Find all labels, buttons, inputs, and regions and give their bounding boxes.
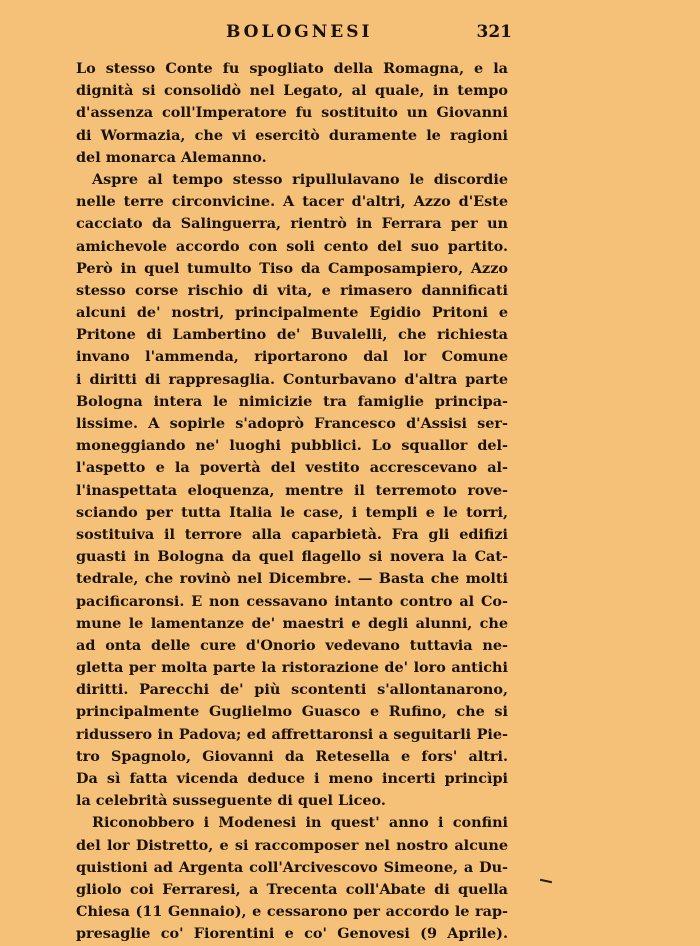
- text-line: gliolo coi Ferraresi, a Trecenta coll'Abate di quella: [76, 880, 508, 898]
- text-line: gletta per molta parte la ristorazione de' loro antichi: [76, 659, 508, 677]
- text-line: l'inaspettata eloquenza, mentre il terremoto rove-: [76, 481, 508, 499]
- text-line: tro Spagnolo, Giovanni da Retesella e fors' altri.: [76, 747, 508, 765]
- text-line: invano l'ammenda, riportarono dal lor Comune: [76, 348, 508, 366]
- text-line: moneggiando ne' luoghi pubblici. Lo squallor del-: [76, 437, 508, 455]
- text-line: dignità si consolidò nel Legato, al quale, in tempo: [76, 82, 508, 100]
- text-line: del lor Distretto, e si raccomposer nel nostro alcune: [76, 836, 508, 854]
- text-line: pacificaronsi. E non cessavano intanto contro al Co-: [76, 592, 508, 610]
- text-line: i diritti di rappresaglia. Conturbavano d'altra parte: [76, 370, 508, 388]
- text-line: Lo stesso Conte fu spogliato della Romagna, e la: [76, 60, 508, 77]
- body-text: [76, 58, 508, 946]
- text-line: tedrale, che rovinò nel Dicembre. — Basta che molti: [76, 570, 508, 588]
- text-line: Chiesa (11 Gennaio), e cessarono per accordo le rap-: [76, 903, 508, 921]
- ink-speck: [540, 879, 552, 883]
- text-line: di Wormazia, che vi esercitò duramente le ragioni: [76, 126, 508, 144]
- text-line: l'aspetto e la povertà del vestito accrescevano al-: [76, 459, 508, 477]
- text-line: Riconobbero i Modenesi in quest' anno i confini: [92, 814, 508, 832]
- text-line: alcuni de' nostri, principalmente Egidio Pritoni e: [76, 304, 508, 322]
- text-line: amichevole accordo con soli cento del suo partito.: [76, 237, 508, 255]
- text-line: presaglie co' Fiorentini e co' Genovesi (9 Aprile).: [76, 925, 508, 943]
- text-line: ridussero in Padova; ed affrettaronsi a seguitarli Pie-: [76, 725, 508, 743]
- page-header: [76, 22, 512, 48]
- text-line: Aspre al tempo stesso ripullulavano le discordie: [92, 170, 508, 188]
- text-line: sostituiva il terrore alla caparbietà. Fra gli edifizi: [76, 525, 508, 543]
- text-line: principalmente Guglielmo Guasco e Rufino, che si: [76, 703, 508, 721]
- text-line: Pritone di Lambertino de' Buvalelli, che richiesta: [76, 326, 508, 344]
- text-line: quistioni ad Argenta coll'Arcivescovo Simeone, a Du-: [76, 858, 508, 876]
- text-line: del monarca Alemanno.: [76, 148, 267, 166]
- text-line: d'assenza coll'Imperatore fu sostituito un Giovanni: [76, 104, 508, 122]
- text-line: cacciato da Salinguerra, rientrò in Ferrara per un: [76, 215, 508, 233]
- text-line: diritti. Parecchi de' più scontenti s'allontanarono,: [76, 681, 508, 699]
- text-line: la celebrità susseguente di quel Liceo.: [76, 792, 386, 810]
- text-line: Bologna intera le nimicizie tra famiglie principa-: [76, 392, 508, 410]
- text-line: mune le lamentanze de' maestri e degli alunni, che: [76, 614, 508, 632]
- text-line: sciando per tutta Italia le case, i templi e le torri,: [76, 503, 508, 521]
- text-line: stesso corse rischio di vita, e rimasero dannificati: [76, 281, 508, 299]
- text-line: ad onta delle cure d'Onorio vedevano tuttavia ne-: [76, 636, 508, 654]
- text-line: Da sì fatta vicenda deduce i meno incerti princìpi: [76, 770, 508, 787]
- text-line: guasti in Bologna da quel flagello si novera la Cat-: [76, 548, 508, 566]
- text-line: nelle terre circonvicine. A tacer d'altri, Azzo d'Este: [76, 193, 508, 211]
- page-number: 321: [476, 22, 512, 42]
- running-title: BOLOGNESI: [226, 22, 373, 42]
- text-line: Però in quel tumulto Tiso da Camposampiero, Azzo: [76, 259, 508, 277]
- text-line: lissime. A sopirle s'adoprò Francesco d'Assisi ser-: [76, 415, 508, 432]
